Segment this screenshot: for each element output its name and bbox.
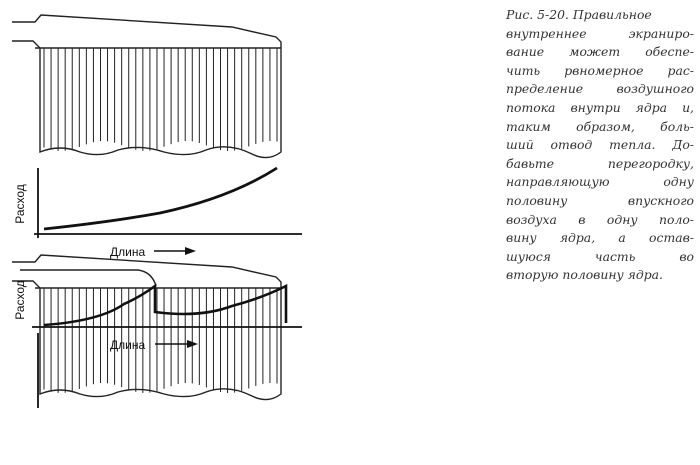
- top-radiator-tank-outline: [12, 15, 281, 158]
- caption-line: направляющую одну: [506, 174, 694, 190]
- caption-line: вторую половину ядра.: [506, 267, 663, 283]
- caption-line: шуюся часть во: [506, 248, 694, 264]
- caption-line: потока внутри ядра и,: [506, 99, 694, 115]
- top-flow-graph: [13, 168, 302, 259]
- top-graph-ylabel: Расход: [13, 184, 27, 224]
- bottom-graph-arrow: [155, 340, 198, 348]
- bottom-graph-xlabel: Длина: [110, 338, 146, 352]
- bottom-radiator-baffle: [20, 270, 156, 286]
- caption-line: половину впускного: [506, 192, 694, 208]
- caption-line: внутреннее экраниро-: [506, 25, 694, 41]
- top-graph-arrow: [154, 247, 196, 255]
- caption-line: Рис. 5-20. Правильное: [506, 7, 652, 22]
- top-graph-xlabel: Длина: [110, 245, 146, 259]
- bottom-graph-flow-curve: [44, 286, 286, 325]
- caption-line: бавьте перегородку,: [506, 155, 694, 171]
- caption-line: таким образом, боль-: [506, 118, 694, 134]
- top-radiator-core-fins: [44, 48, 277, 151]
- top-radiator-diagram: [12, 15, 281, 158]
- caption-line: ший отвод тепла. До-: [506, 137, 694, 153]
- figure-caption: [506, 6, 694, 285]
- bottom-flow-graph: [13, 280, 302, 408]
- caption-line: чить рвномерное рас-: [506, 62, 694, 78]
- bottom-graph-ylabel: Расход: [13, 280, 27, 320]
- caption-line: вину ядра, а остав-: [506, 230, 694, 246]
- caption-line: воздуха в одну поло-: [506, 211, 694, 227]
- caption-line: вание может обеспе-: [506, 44, 694, 60]
- caption-line: пределение воздушного: [506, 81, 694, 97]
- top-graph-flow-curve: [44, 168, 277, 229]
